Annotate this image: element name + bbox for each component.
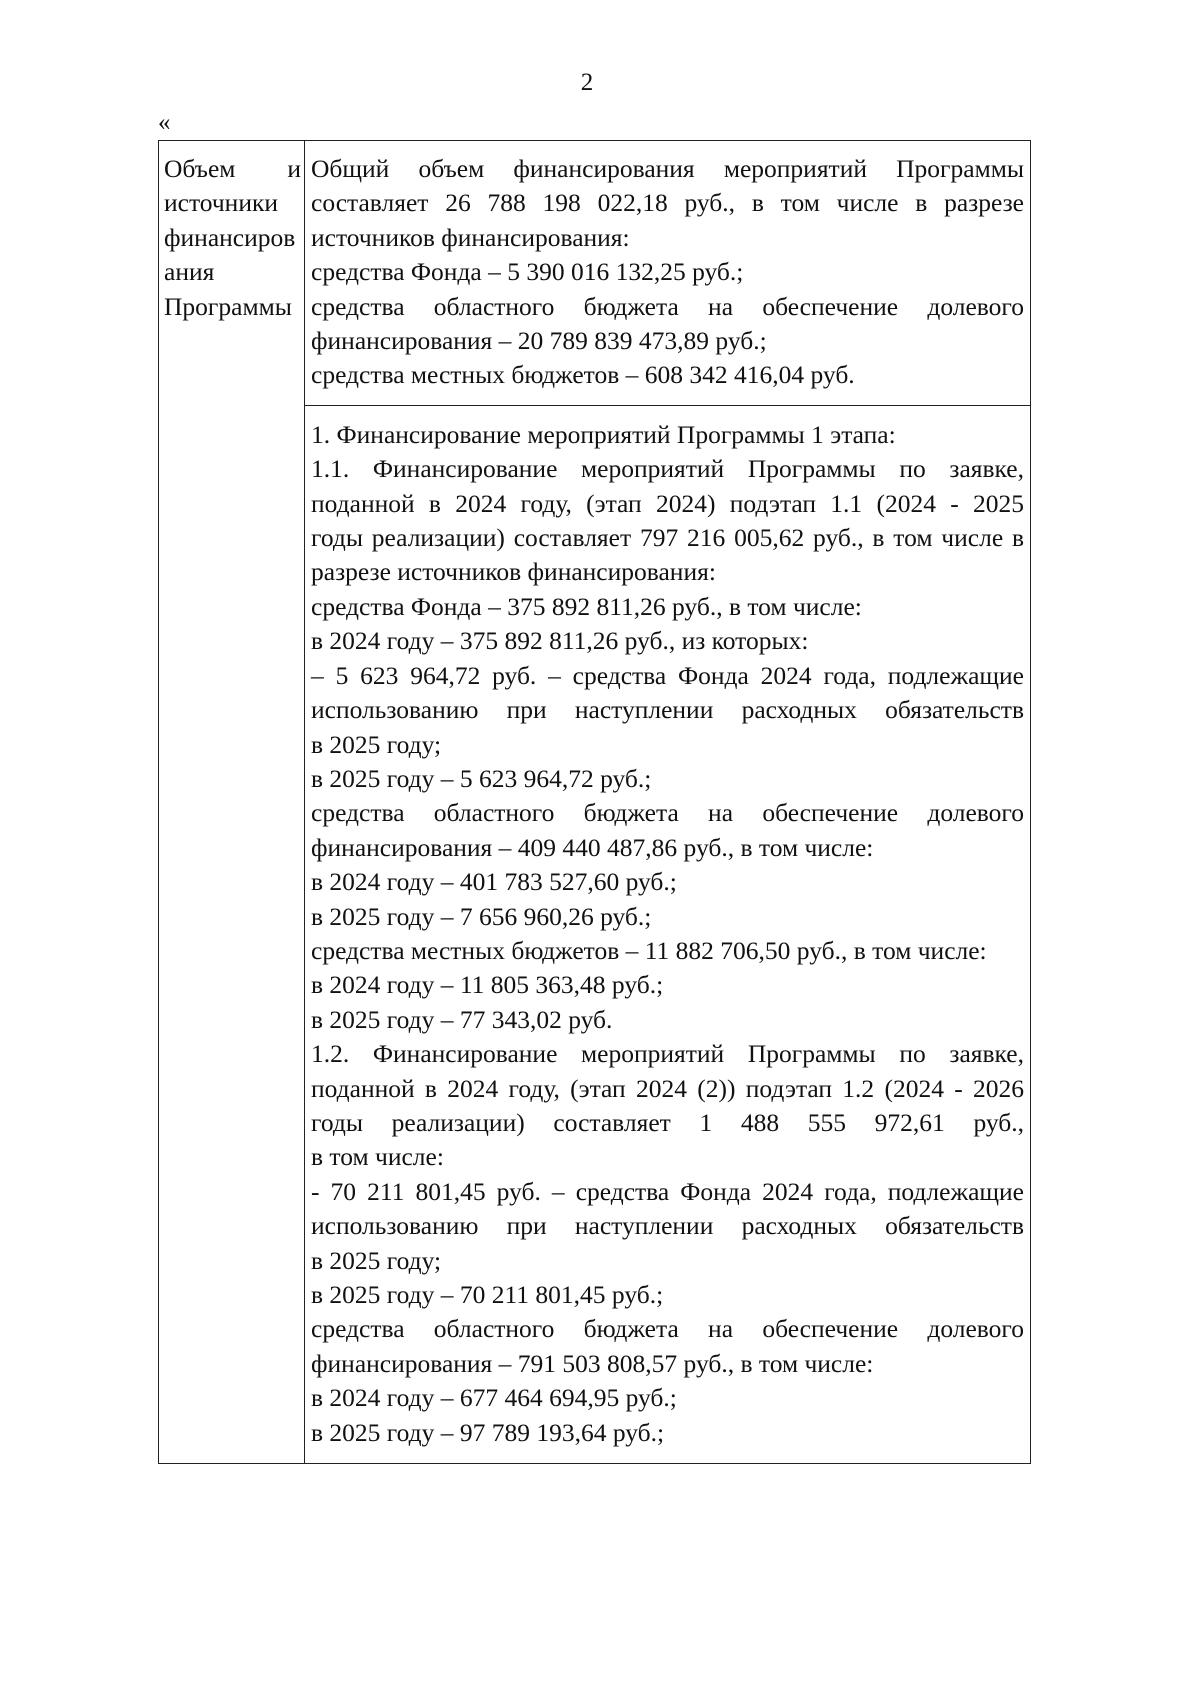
text-line: средства областного бюджета на обеспечение долевого <box>311 1314 1024 1344</box>
text-line: средства Фонда – 375 892 811,26 руб., в том числе: <box>311 591 862 621</box>
text-line: финансирования – 20 789 839 473,89 руб.; <box>311 326 767 356</box>
text-line: средства местных бюджетов – 608 342 416,04 руб. <box>311 360 855 390</box>
text-line: средства областного бюджета на обеспечение долевого <box>311 291 1024 321</box>
text-line: в 2025 году – 7 656 960,26 руб.; <box>311 901 652 931</box>
text-line: в 2025 году; <box>311 729 442 759</box>
text-line: в 2024 году – 401 783 527,60 руб.; <box>311 867 677 897</box>
text-line: 1. Финансирование мероприятий Программы 1 этапа: <box>311 419 896 449</box>
text-line: поданной в 2024 году, (этап 2024 (2)) подэтап 1.2 (2024 - 2026 <box>311 1073 1024 1103</box>
text-line: в 2025 году – 97 789 193,64 руб.; <box>311 1417 665 1447</box>
text-line: в 2024 году – 375 892 811,26 руб., из которых: <box>311 626 809 656</box>
opening-quote-mark: « <box>158 109 171 136</box>
text-line: средства областного бюджета на обеспечение долевого <box>311 798 1024 828</box>
text-line: - 70 211 801,45 руб. – средства Фонда 2024 года, подлежащие <box>311 1176 1024 1206</box>
text-line: использованию при наступлении расходных обязательств <box>311 695 1024 725</box>
funding-table <box>158 140 1031 1464</box>
text-line: в 2025 году – 77 343,02 руб. <box>311 1004 613 1034</box>
text-line: в том числе: <box>311 1142 444 1172</box>
text-line: средства Фонда – 5 390 016 132,25 руб.; <box>311 257 744 287</box>
text-line: составляет 26 788 198 022,18 руб., в том числе в разрезе <box>311 188 1024 218</box>
text-line: средства местных бюджетов – 11 882 706,50 руб., в том числе: <box>311 935 987 965</box>
label-line: финансиров <box>164 222 296 252</box>
page-number: 2 <box>580 69 594 96</box>
stage-funding-cell <box>305 405 1031 1463</box>
label-line: ания <box>164 257 215 287</box>
text-line: годы реализации) составляет 797 216 005,62 руб., в том числе в <box>311 523 1024 553</box>
label-cell <box>159 141 305 1464</box>
text-line: поданной в 2024 году, (этап 2024) подэтап 1.1 (2024 - 2025 <box>311 488 1024 518</box>
label-line: Объем и <box>164 154 301 183</box>
text-line: использованию при наступлении расходных обязательств <box>311 1211 1024 1241</box>
text-line: в 2025 году – 70 211 801,45 руб.; <box>311 1280 664 1309</box>
text-line: в 2025 году – 5 623 964,72 руб.; <box>311 763 652 793</box>
text-line: – 5 623 964,72 руб. – средства Фонда 2024 года, подлежащие <box>311 660 1024 690</box>
text-line: финансирования – 409 440 487,86 руб., в том числе: <box>311 832 874 862</box>
text-line: разрезе источников финансирования: <box>311 557 716 587</box>
label-line: источники <box>164 188 279 218</box>
text-line: 1.1. Финансирование мероприятий Программы по заявке, <box>311 454 1024 484</box>
text-line: Общий объем финансирования мероприятий Программы <box>311 154 1024 183</box>
text-line: 1.2. Финансирование мероприятий Программы по заявке, <box>311 1039 1024 1069</box>
text-line: годы реализации) составляет 1 488 555 972,61 руб., <box>311 1107 1024 1137</box>
table-row <box>159 141 1031 406</box>
text-line: в 2024 году – 677 464 694,95 руб.; <box>311 1383 677 1413</box>
text-line: источников финансирования: <box>311 222 630 252</box>
text-line: в 2024 году – 11 805 363,48 руб.; <box>311 970 664 1000</box>
label-line: Программы <box>164 291 292 321</box>
total-funding-cell <box>305 141 1031 406</box>
text-line: финансирования – 791 503 808,57 руб., в том числе: <box>311 1348 874 1378</box>
text-line: в 2025 году; <box>311 1245 442 1275</box>
